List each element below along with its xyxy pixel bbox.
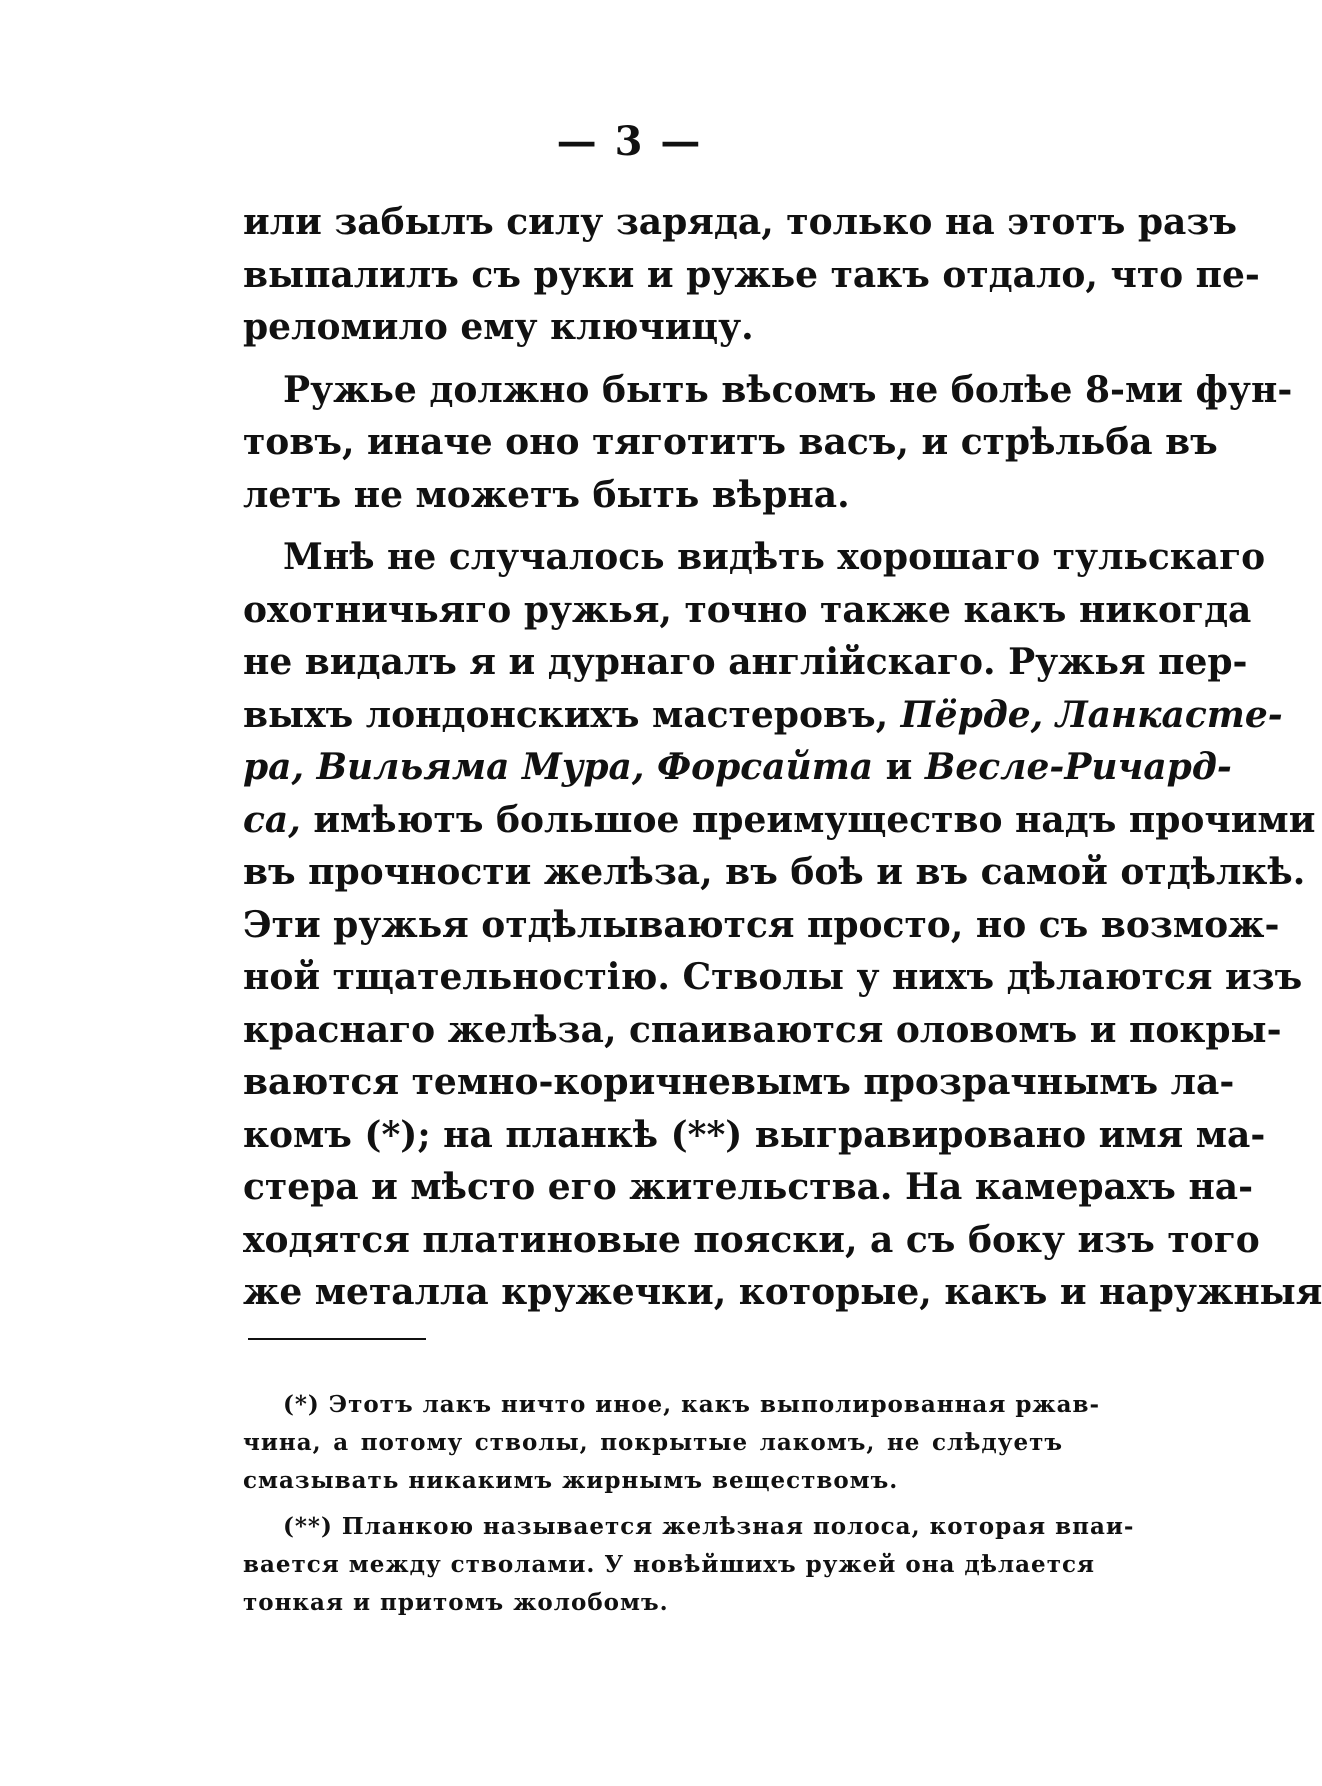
- page-number: — 3 —: [556, 118, 703, 165]
- text-line: Эти ружья отдѣлываются просто, но съ возмож-: [243, 903, 1280, 946]
- text-line: [243, 689, 1283, 742]
- text-line: краснаго желѣза, спаиваются оловомъ и покры-: [243, 1008, 1282, 1051]
- italic-name: Весле-Ричард-: [924, 746, 1232, 788]
- text-line: же металла кружечки, которые, какъ и наружныя: [243, 1271, 1322, 1313]
- footnote-line: вается между стволами. У новѣйшихъ ружей она дѣлается: [243, 1551, 1095, 1578]
- text-line: реломило ему ключицу.: [243, 306, 754, 348]
- text-line: [243, 741, 1232, 794]
- main-text: [243, 196, 1322, 1319]
- text-line: комъ (*); на планкѣ (**) выгравировано имя ма-: [243, 1113, 1266, 1156]
- footnote-line: смазывать никакимъ жирнымъ веществомъ.: [243, 1467, 899, 1494]
- text-line: или забылъ силу заряда, только на этотъ разъ: [243, 201, 1237, 243]
- text-line: [243, 794, 1316, 847]
- text-line: охотничьяго ружья, точно также какъ никогда: [243, 588, 1252, 631]
- footnote-line: (*) Этотъ лакъ ничто иное, какъ выполированная ржав-: [283, 1391, 1101, 1418]
- italic-name: ра, Вильяма Мура, Форсайта: [243, 746, 874, 788]
- italic-name: Пёрде, Ланкасте-: [900, 693, 1283, 736]
- footnote: [243, 1508, 1135, 1622]
- italic-name: са,: [243, 798, 301, 841]
- footnote: [243, 1386, 1101, 1500]
- text-segment: имѣютъ большое преимущество надъ прочими: [300, 798, 1316, 841]
- text-segment: выхъ лондонскихъ мастеровъ,: [243, 693, 901, 736]
- text-line: стера и мѣсто его жительства. На камерахъ на-: [243, 1166, 1254, 1208]
- text-line: ходятся платиновые пояски, а съ боку изъ того: [243, 1218, 1260, 1261]
- footnote-line: (**) Планкою называется желѣзная полоса, которая впаи-: [283, 1513, 1135, 1540]
- footnote-separator: [248, 1338, 426, 1340]
- footnote-gap: [243, 1500, 1063, 1508]
- text-line: выпалилъ съ руки и ружье такъ отдало, что пе-: [243, 253, 1260, 296]
- text-line: товъ, иначе оно тяготитъ васъ, и стрѣльба въ: [243, 421, 1218, 463]
- text-line: Мнѣ не случалось видѣть хорошаго тульскаго: [283, 536, 1266, 578]
- paragraph-gap: [243, 521, 1063, 531]
- text-line: ваются темно-коричневымъ прозрачнымъ ла-: [243, 1061, 1235, 1103]
- text-line: не видалъ я и дурнаго англійскаго. Ружья пер-: [243, 641, 1248, 683]
- text-line: ной тщательностію. Стволы у нихъ дѣлаются изъ: [243, 956, 1303, 998]
- text-line: летъ не можетъ быть вѣрна.: [243, 473, 850, 516]
- footnotes: [243, 1386, 1135, 1622]
- text-line: Ружье должно быть вѣсомъ не болѣе 8-ми фун-: [283, 368, 1293, 411]
- paragraph-gap: [243, 354, 1063, 364]
- text-segment: и: [873, 746, 925, 788]
- footnote-line: тонкая и притомъ жолобомъ.: [243, 1589, 669, 1616]
- text-line: въ прочности желѣза, въ боѣ и въ самой отдѣлкѣ.: [243, 851, 1306, 893]
- footnote-line: чина, а потому стволы, покрытые лакомъ, не слѣдуетъ: [243, 1429, 1063, 1456]
